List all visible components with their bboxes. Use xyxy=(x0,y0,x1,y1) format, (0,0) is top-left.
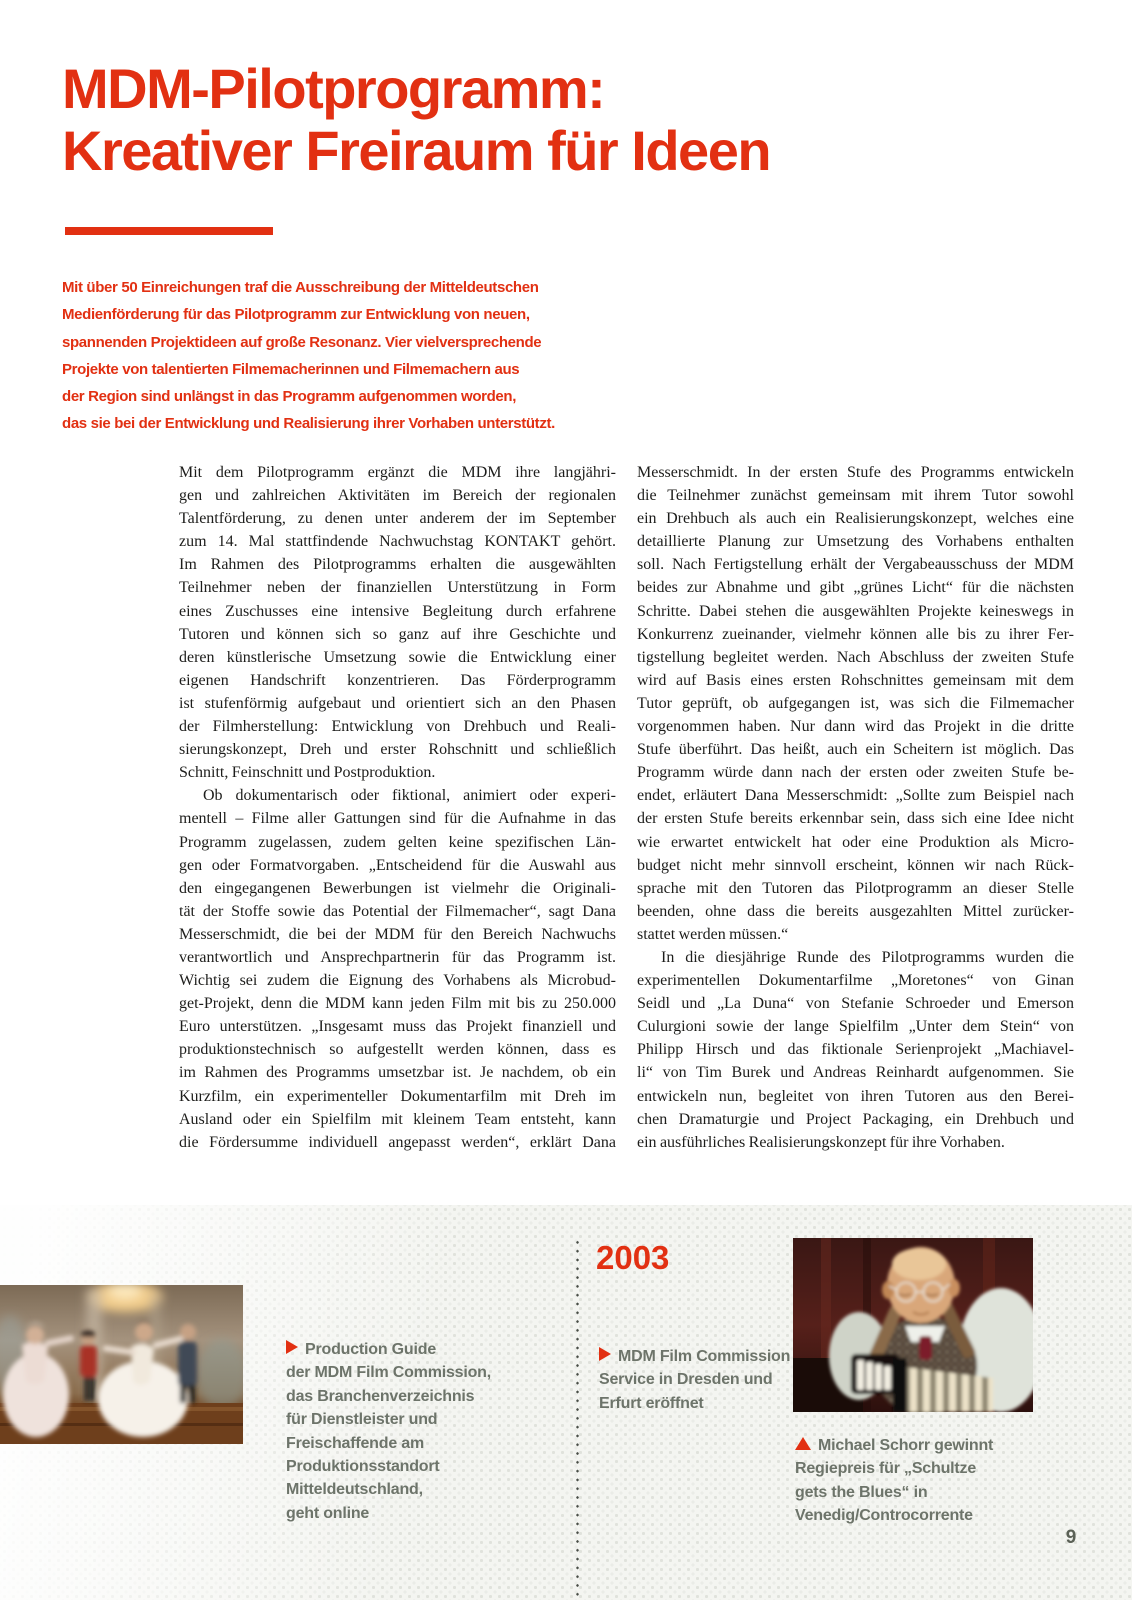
body-text-line: Ausland oder ein Spielfilm mit kleinem Team entsteht, kann xyxy=(179,1110,616,1128)
caption-line: Erfurt eröffnet xyxy=(599,1394,704,1412)
body-text-line: wird auf Basis eines ersten Rohschnittes gemeinsam mit dem xyxy=(637,671,1074,689)
body-text-line: Messerschmidt. In der ersten Stufe des Programms entwickeln xyxy=(637,464,1074,481)
body-text-line: stattet werden müssen.“ xyxy=(637,925,789,943)
body-text-line: Euro unterstützen. „Insgesamt muss das Projekt finanziell und xyxy=(179,1018,616,1036)
accordion-player-photo xyxy=(793,1238,1033,1412)
right-triangle-icon xyxy=(286,1340,298,1354)
intro-line: spannenden Projektideen auf große Resonanz. Vier vielversprechende xyxy=(62,333,542,351)
body-text-line: Schritte. Dabei stehen die ausgewählten Projekte keineswegs in xyxy=(637,602,1074,620)
body-text-line: budget nicht mehr sinnvoll erscheint, können wir nach Rück- xyxy=(637,856,1074,874)
body-text-line: li“ von Tim Burek und Andreas Reinhardt aufgenommen. Sie xyxy=(637,1064,1074,1082)
body-text-line: tigstellung begleitet werden. Nach Abschluss der zweiten Stufe xyxy=(637,648,1074,666)
caption-line: der MDM Film Commission, xyxy=(286,1364,491,1382)
body-text-line: chen Dramaturgie und Project Packaging, ein Drehbuch und xyxy=(637,1110,1074,1128)
body-text-line: sprache mit den Tutoren das Pilotprogramm an dieser Stelle xyxy=(637,879,1074,897)
body-text-line: gen und zahlreichen Aktivitäten im Bereich der regionalen xyxy=(179,487,616,505)
intro-line: das sie bei der Entwicklung und Realisierung ihrer Vorhaben unterstützt. xyxy=(62,415,555,433)
body-text-line: endet, erläutert Dana Messerschmidt: „Sollte zum Beispiel nach xyxy=(637,787,1074,805)
intro-line: Projekte von talentierten Filmemacherinnen und Filmemachern aus xyxy=(62,360,520,378)
body-text-line: vorgenommen haben. Nur dann wird das Projekt in die dritte xyxy=(637,718,1074,736)
body-text-line: Tutor geprüft, ob aufgegangen ist, was sich die Filmemacher xyxy=(637,694,1074,712)
body-text-line: Talentförderung, zu denen unter anderem der im September xyxy=(179,510,616,528)
title-underline-bar xyxy=(65,227,273,235)
article-column-right xyxy=(637,461,1074,1154)
intro-line: Medienförderung für das Pilotprogramm zur Entwicklung von neuen, xyxy=(62,306,530,324)
caption-line: Michael Schorr gewinnt xyxy=(795,1434,993,1457)
caption-line: MDM Film Commission xyxy=(599,1345,790,1368)
body-text-line: verantwortlich und Ansprechpartnerin für das Programm ist. xyxy=(179,948,616,966)
body-text-line: produktionstechnisch so aufgestellt werden können, dass es xyxy=(179,1041,616,1059)
body-text-line: Programm würde dann nach der ersten oder zweiten Stufe be- xyxy=(637,764,1074,782)
caption-line: Production Guide xyxy=(286,1338,491,1361)
body-text-line: Programm zugelassen, zudem gelten keine spezifischen Län- xyxy=(179,833,616,851)
caption-michael-schorr xyxy=(795,1434,993,1528)
body-text-line: die Fördersumme individuell angepasst werden“, erklärt Dana xyxy=(179,1133,616,1151)
body-text-line: Tutoren und können sich so ganz auf ihre Geschichte und xyxy=(179,625,616,643)
caption-line: für Dienstleister und xyxy=(286,1411,438,1429)
body-text-line: ein Drehbuch als auch ein Realisierungskonzept, welches eine xyxy=(637,510,1074,528)
body-text-line: entwickeln nun, begleitet von ihren Tutoren aus den Berei- xyxy=(637,1087,1074,1105)
body-text-line: Seidl und „La Duna“ von Stefanie Schroeder und Emerson xyxy=(637,995,1074,1013)
body-text-line: eigenen Handschrift konzentrieren. Das Förderprogramm xyxy=(179,671,616,689)
page-title xyxy=(62,58,770,182)
body-text-line: Ob dokumentarisch oder fiktional, animiert oder experi- xyxy=(203,787,616,805)
page-title-line-2: Kreativer Freiraum für Ideen xyxy=(62,119,771,182)
body-text-line: Konkurrenz zueinander, vielmehr können alle bis zu ihrer Fer- xyxy=(637,625,1074,643)
body-text-line: Im Rahmen des Pilotprogramms erhalten die ausgewählten xyxy=(179,556,616,574)
body-text-line: wie erwartet entwickelt hat oder eine Produktion als Micro- xyxy=(637,833,1074,851)
body-text-line: Philipp Hirsch und das fiktionale Serienprojekt „Machiavel- xyxy=(637,1041,1074,1059)
caption-line: Regiepreis für „Schultze xyxy=(795,1460,977,1478)
body-text-line: tät der Stoffe sowie das Potential der Filmemacher“, sagt Dana xyxy=(179,902,616,920)
body-text-line: zum 14. Mal stattfindende Nachwuchstag KONTAKT gehört. xyxy=(179,533,616,551)
body-text-line: Mit dem Pilotprogramm ergänzt die MDM ihre langjähri- xyxy=(179,464,616,481)
caption-line: Venedig/Controcorrente xyxy=(795,1507,973,1525)
caption-line: Produktionsstandort xyxy=(286,1458,440,1476)
timeline-dotted-line xyxy=(576,1238,579,1600)
body-text-line: den eingegangenen Bewerbungen ist vielmehr die Originali- xyxy=(179,879,616,897)
caption-line: geht online xyxy=(286,1504,370,1522)
body-text-line: die Teilnehmer zunächst gemeinsam mit ihrem Tutor sowohl xyxy=(637,487,1074,505)
body-text-line: ist stufenförmig aufgebaut und orientiert sich an den Phasen xyxy=(179,694,616,712)
body-text-line: ein ausführliches Realisierungskonzept für ihre Vorhaben. xyxy=(637,1133,1005,1151)
body-text-line: experimentellen Dokumentarfilme „Moretones“ von Ginan xyxy=(637,972,1074,990)
body-text-line: sierungskonzept, Dreh und erster Rohschnitt und schließlich xyxy=(179,741,616,759)
caption-line: Freischaffende am xyxy=(286,1434,424,1452)
body-text-line: Schnitt, Feinschnitt und Postproduktion. xyxy=(179,764,436,782)
timeline-year: 2003 xyxy=(596,1239,670,1276)
body-text-line: Kurzfilm, ein experimenteller Dokumentarfilm mit Dreh im xyxy=(179,1087,616,1105)
body-text-line: der ersten Stufe bereits erkennbar sein, dass sich eine Idee nicht xyxy=(637,810,1074,828)
article-column-left xyxy=(179,461,616,1154)
body-text-line: Messerschmidt, die bei der MDM für den Bereich Nachwuchs xyxy=(179,925,616,943)
caption-line: Mitteldeutschland, xyxy=(286,1481,423,1499)
body-text-line: detaillierte Planung zur Umsetzung des Vorhabens enthalten xyxy=(637,533,1074,551)
timeline-band xyxy=(0,1205,1132,1600)
body-text-line: get-Projekt, denn die MDM kann jeden Film mit bis zu 250.000 xyxy=(179,995,616,1013)
caption-line: das Branchenverzeichnis xyxy=(286,1387,475,1405)
body-text-line: deren künstlerische Umsetzung sowie die Entwicklung einer xyxy=(179,648,616,666)
caption-mdm-film-commission-service xyxy=(599,1345,790,1415)
intro-line: Mit über 50 Einreichungen traf die Ausschreibung der Mitteldeutschen xyxy=(62,279,539,296)
body-text-line: gen oder Formatvorgaben. „Entscheidend für die Auswahl aus xyxy=(179,856,616,874)
body-text-line: eines Zuschusses eine intensive Begleitung durch erfahrene xyxy=(179,602,616,620)
up-triangle-icon xyxy=(795,1437,811,1450)
body-text-line: soll. Nach Fertigstellung erhält der Vergabeausschuss der MDM xyxy=(637,556,1074,574)
page-number: 9 xyxy=(1065,1527,1077,1548)
body-text-line: beenden, ohne dass die bereits ausgezahlten Mittel zurücker- xyxy=(637,902,1074,920)
caption-production-guide xyxy=(286,1338,491,1525)
intro-paragraph xyxy=(62,274,555,438)
body-text-line: mentell – Filme aller Gattungen sind für die Aufnahme in das xyxy=(179,810,616,828)
body-text-line: Wichtig sei zudem die Eignung des Vorhabens als Microbud- xyxy=(179,972,616,990)
caption-line: gets the Blues“ in xyxy=(795,1483,928,1501)
body-text-line: In die diesjährige Runde des Pilotprogramms wurden die xyxy=(661,948,1074,966)
page-title-line-1: MDM-Pilotprogramm: xyxy=(62,57,605,120)
intro-line: der Region sind unlängst in das Programm aufgenommen worden, xyxy=(62,388,517,406)
body-text-line: der Filmherstellung: Entwicklung von Drehbuch und Reali- xyxy=(179,718,616,736)
body-text-line: Stufe überführt. Das heißt, auch ein Scheitern ist möglich. Das xyxy=(637,741,1074,759)
body-text-line: im Rahmen des Programms umsetzbar ist. Je nachdem, ob ein xyxy=(179,1064,616,1082)
body-text-line: Teilnehmer neben der finanziellen Unterstützung in Form xyxy=(179,579,616,597)
caption-line: Service in Dresden und xyxy=(599,1371,773,1389)
right-triangle-icon xyxy=(599,1347,611,1361)
ballroom-dancers-photo xyxy=(0,1285,243,1444)
body-text-line: Culurgioni sowie der lange Spielfilm „Unter dem Stein“ von xyxy=(637,1018,1074,1036)
body-text-line: beides zur Abnahme und gibt „grünes Licht“ für die nächsten xyxy=(637,579,1074,597)
